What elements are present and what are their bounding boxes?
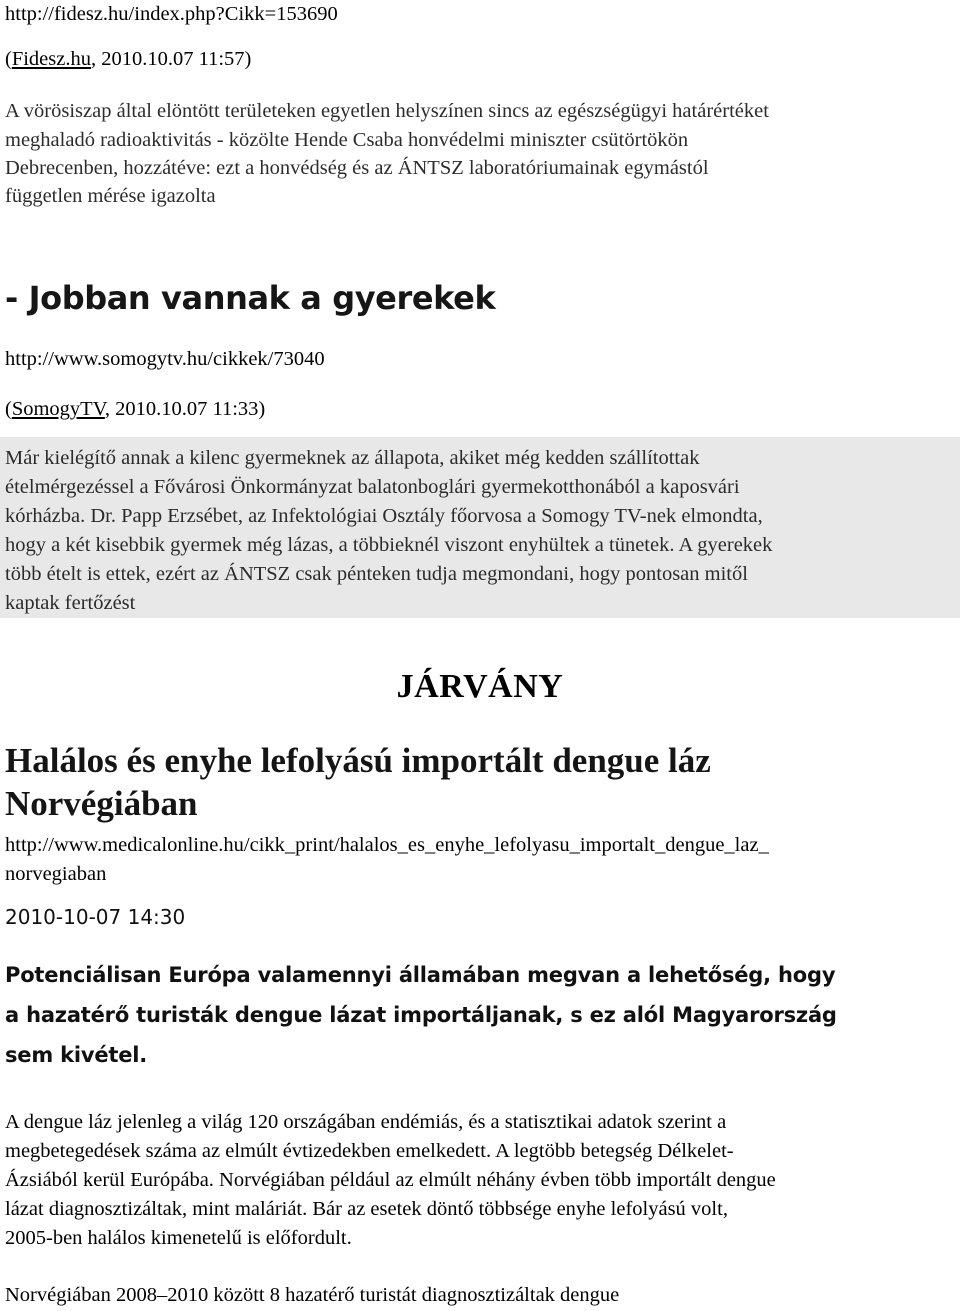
article1-url[interactable]: http://fidesz.hu/index.php?Cikk=153690 bbox=[5, 3, 338, 25]
article1-lead-line: meghaladó radioaktivitás - közölte Hende Csaba honvédelmi miniszter csütörtökön bbox=[5, 129, 689, 151]
article2-body-line: kórházba. Dr. Papp Erzsébet, az Infektológiai Osztály főorvosa a Somogy TV-nek elmondta, bbox=[5, 505, 763, 527]
article3-title-line: Halálos és enyhe lefolyású importált dengue láz bbox=[5, 741, 711, 780]
article2-source bbox=[5, 395, 265, 424]
article3-final-line: Norvégiában 2008–2010 között 8 hazatérő turistát diagnosztizáltak dengue bbox=[5, 1284, 620, 1306]
article2-body-line: több ételt is ettek, ezért az ÁNTSZ csak pénteken tudja megmondani, hogy pontosan mitől bbox=[5, 563, 748, 585]
article3-body-line: A dengue láz jelenleg a világ 120 országában endémiás, és a statisztikai adatok szerint a bbox=[5, 1111, 727, 1133]
article2-body-line: hogy a két kisebbik gyermek még lázas, a többieknél viszont enyhültek a tünetek. A gyerekek bbox=[5, 534, 773, 556]
article2-source-date: , 2010.10.07 11:33) bbox=[104, 398, 266, 420]
article2-body-line: kaptak fertőzést bbox=[5, 592, 136, 614]
article3-lead-line: sem kivétel. bbox=[5, 1043, 148, 1067]
article3-body-line: megbetegedések száma az elmúlt évtizedekben emelkedett. A legtöbb betegség Délkelet- bbox=[5, 1140, 734, 1162]
section-label: JÁRVÁNY bbox=[396, 668, 564, 705]
article3-body-line: 2005-ben halálos kimenetelű is előfordult. bbox=[5, 1227, 352, 1249]
article3-body-line: lázat diagnosztizáltak, mint maláriát. Bár az esetek döntő többsége enyhe lefolyású volt, bbox=[5, 1198, 728, 1220]
article1-lead-line: független mérése igazolta bbox=[5, 185, 216, 207]
article2-source-prefix: ( bbox=[5, 398, 12, 420]
article3-lead-line: a hazatérő turisták dengue lázat importáljanak, s ez alól Magyarország bbox=[5, 1003, 837, 1027]
article2-heading: - Jobban vannak a gyerekek bbox=[5, 279, 496, 317]
article1-lead-line: A vörösiszap által elöntött területeken egyetlen helyszínen sincs az egészségügyi határértéket bbox=[5, 100, 769, 122]
article3-body-line: Ázsiából kerül Európába. Norvégiában például az elmúlt néhány évben több importált dengue bbox=[5, 1169, 776, 1191]
article1-source-name[interactable]: Fidesz.hu bbox=[11, 48, 91, 70]
article3-url-line[interactable]: http://www.medicalonline.hu/cikk_print/halalos_es_enyhe_lefolyasu_importalt_dengue_laz_ bbox=[5, 834, 769, 856]
article3-url-line[interactable]: norvegiaban bbox=[5, 863, 107, 885]
article1-source bbox=[5, 45, 251, 74]
article3-date: 2010-10-07 14:30 bbox=[5, 905, 186, 929]
article2-source-name[interactable]: SomogyTV bbox=[11, 398, 105, 420]
article3-lead-line: Potenciálisan Európa valamennyi államában megvan a lehetőség, hogy bbox=[5, 963, 836, 987]
article2-url[interactable]: http://www.somogytv.hu/cikkek/73040 bbox=[5, 348, 325, 370]
article3-title-line: Norvégiában bbox=[5, 784, 198, 823]
article2-body-line: ételmérgezéssel a Fővárosi Önkormányzat balatonboglári gyermekotthonából a kaposvári bbox=[5, 476, 740, 498]
article1-source-prefix: ( bbox=[5, 48, 12, 70]
article1-source-date: , 2010.10.07 11:57) bbox=[90, 48, 252, 70]
article2-body-line: Már kielégítő annak a kilenc gyermeknek az állapota, akiket még kedden szállítottak bbox=[5, 447, 700, 469]
article1-lead-line: Debrecenben, hozzátéve: ezt a honvédség és az ÁNTSZ laboratóriumainak egymástól bbox=[5, 157, 709, 179]
article2-body bbox=[0, 437, 960, 618]
